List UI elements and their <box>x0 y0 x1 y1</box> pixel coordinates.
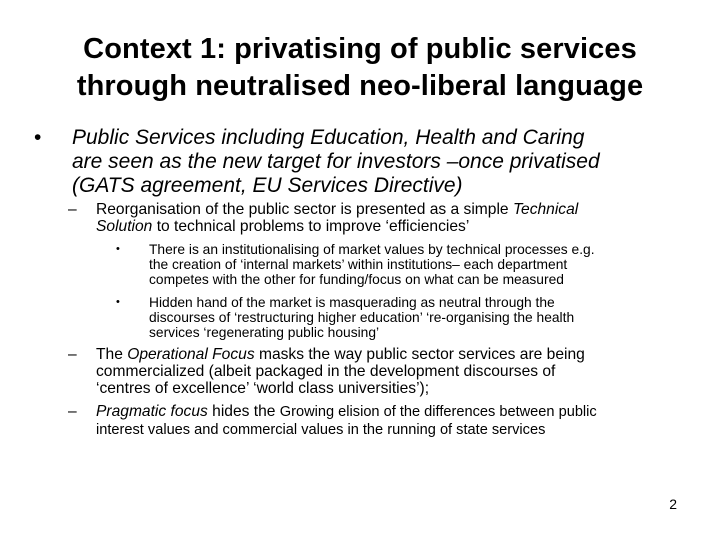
sub3-emphasis: Pragmatic focus <box>96 403 208 420</box>
subsub2-line-2: discourses of ‘restructuring higher education’ ‘re-organising the health <box>149 310 575 325</box>
title-line-2: through neutralised neo-liberal language <box>76 70 644 102</box>
dot-marker: • <box>116 296 120 308</box>
sub3-text: hides the <box>207 403 280 420</box>
sub2-text: The <box>96 346 128 363</box>
bullet1-line-1: Public Services including Education, Health and Caring <box>72 126 585 149</box>
dot-marker: • <box>116 243 120 255</box>
sub2-line-1 <box>96 347 708 363</box>
dash-marker: – <box>68 346 77 363</box>
page-number: 2 <box>669 496 677 512</box>
subsub1-line-1: There is an institutionalising of market values by technical processes e.g. <box>149 242 595 257</box>
sub1-line-1 <box>96 202 708 218</box>
dash-marker: – <box>68 403 77 420</box>
subsub2-line-3: services ‘regenerating public housing’ <box>149 325 380 340</box>
sub1-emphasis: Technical <box>512 201 579 218</box>
bullet1-line-3: (GATS agreement, EU Services Directive) <box>72 174 463 197</box>
subsub1-line-3: competes with the other for funding/focus on what can be measured <box>149 272 564 287</box>
title-line-1: Context 1: privatising of public services <box>83 33 637 65</box>
sub1-text-2: to technical problems to improve ‘efficiencies’ <box>152 218 470 235</box>
sub1-emphasis-2: Solution <box>96 218 153 235</box>
sub3-line-1 <box>96 404 708 420</box>
sub3-line-2: interest values and commercial values in the running of state services <box>96 422 546 438</box>
dash-marker: – <box>68 201 77 218</box>
sub2-line-3: ‘centres of excellence’ ‘world class universities’); <box>96 380 430 397</box>
sub2-line-2: commercialized (albeit packaged in the development discourses of <box>96 363 556 380</box>
bullet-marker: • <box>34 126 42 149</box>
sub2-text-2: masks the way public sector services are being <box>254 346 585 363</box>
subsub2-line-1: Hidden hand of the market is masquerading as neutral through the <box>149 295 555 310</box>
sub1-line-2 <box>96 219 708 235</box>
slide-title <box>0 31 720 105</box>
sub3-text-2: Growing elision of the differences between public <box>279 404 597 420</box>
sub2-emphasis: Operational Focus <box>127 346 255 363</box>
subsub1-line-2: the creation of ‘internal markets’ within institutions– each department <box>149 257 568 272</box>
sub1-text: Reorganisation of the public sector is presented as a simple <box>96 201 513 218</box>
bullet1-line-2: are seen as the new target for investors –once privatised <box>72 150 600 173</box>
